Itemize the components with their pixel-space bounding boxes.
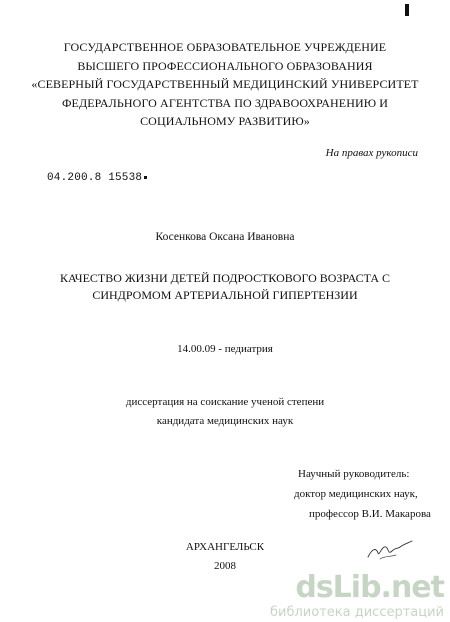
corner-scan-mark	[405, 4, 409, 16]
code-dot-mark	[144, 176, 147, 179]
degree-statement	[0, 393, 450, 431]
supervisor-line-1: Научный руководитель:	[298, 468, 410, 480]
place-name: АРХАНГЕЛЬСК	[185, 541, 265, 553]
dissertation-title	[0, 270, 450, 304]
watermark-logo: dsLib.net	[295, 570, 444, 605]
year: 2008	[214, 560, 236, 572]
supervisor-line-2: доктор медицинских наук,	[294, 488, 418, 500]
title-line-2: СИНДРОМОМ АРТЕРИАЛЬНОЙ ГИПЕРТЕНЗИИ	[92, 288, 358, 302]
specialty-code: 14.00.09 - педиатрия	[177, 343, 273, 355]
author-name: Косенкова Оксана Ивановна	[155, 231, 295, 243]
header-line-5: СОЦИАЛЬНОМУ РАЗВИТИЮ»	[140, 114, 310, 128]
header-line-3: «СЕВЕРНЫЙ ГОСУДАРСТВЕННЫЙ МЕДИЦИНСКИЙ УНИВЕРСИТЕТ	[31, 77, 419, 91]
header-line-4: ФЕДЕРАЛЬНОГО АГЕНТСТВА ПО ЗДРАВООХРАНЕНИЮ И	[61, 95, 389, 110]
site-watermark	[270, 570, 444, 620]
degree-line-2: кандидата медицинских наук	[156, 415, 294, 427]
registration-code-block	[47, 172, 147, 184]
registration-code: 04.200.8 15538	[47, 172, 143, 184]
watermark-subtitle: библиотека диссертаций	[270, 605, 444, 620]
degree-line-1: диссертация на соискание ученой степени	[125, 396, 325, 408]
header-line-1: ГОСУДАРСТВЕННОЕ ОБРАЗОВАТЕЛЬНОЕ УЧРЕЖДЕНИЕ	[63, 40, 387, 54]
supervisor-line-3: профессор В.И. Макарова	[309, 508, 431, 520]
header-line-2: ВЫСШЕГО ПРОФЕССИОНАЛЬНОГО ОБРАЗОВАНИЯ	[77, 58, 373, 73]
handwritten-signature	[366, 535, 414, 565]
institution-header	[0, 38, 450, 131]
rights-note: На правах рукописи	[325, 147, 418, 159]
title-line-1: КАЧЕСТВО ЖИЗНИ ДЕТЕЙ ПОДРОСТКОВОГО ВОЗРАСТА С	[59, 271, 391, 285]
supervisor-block	[294, 464, 431, 524]
